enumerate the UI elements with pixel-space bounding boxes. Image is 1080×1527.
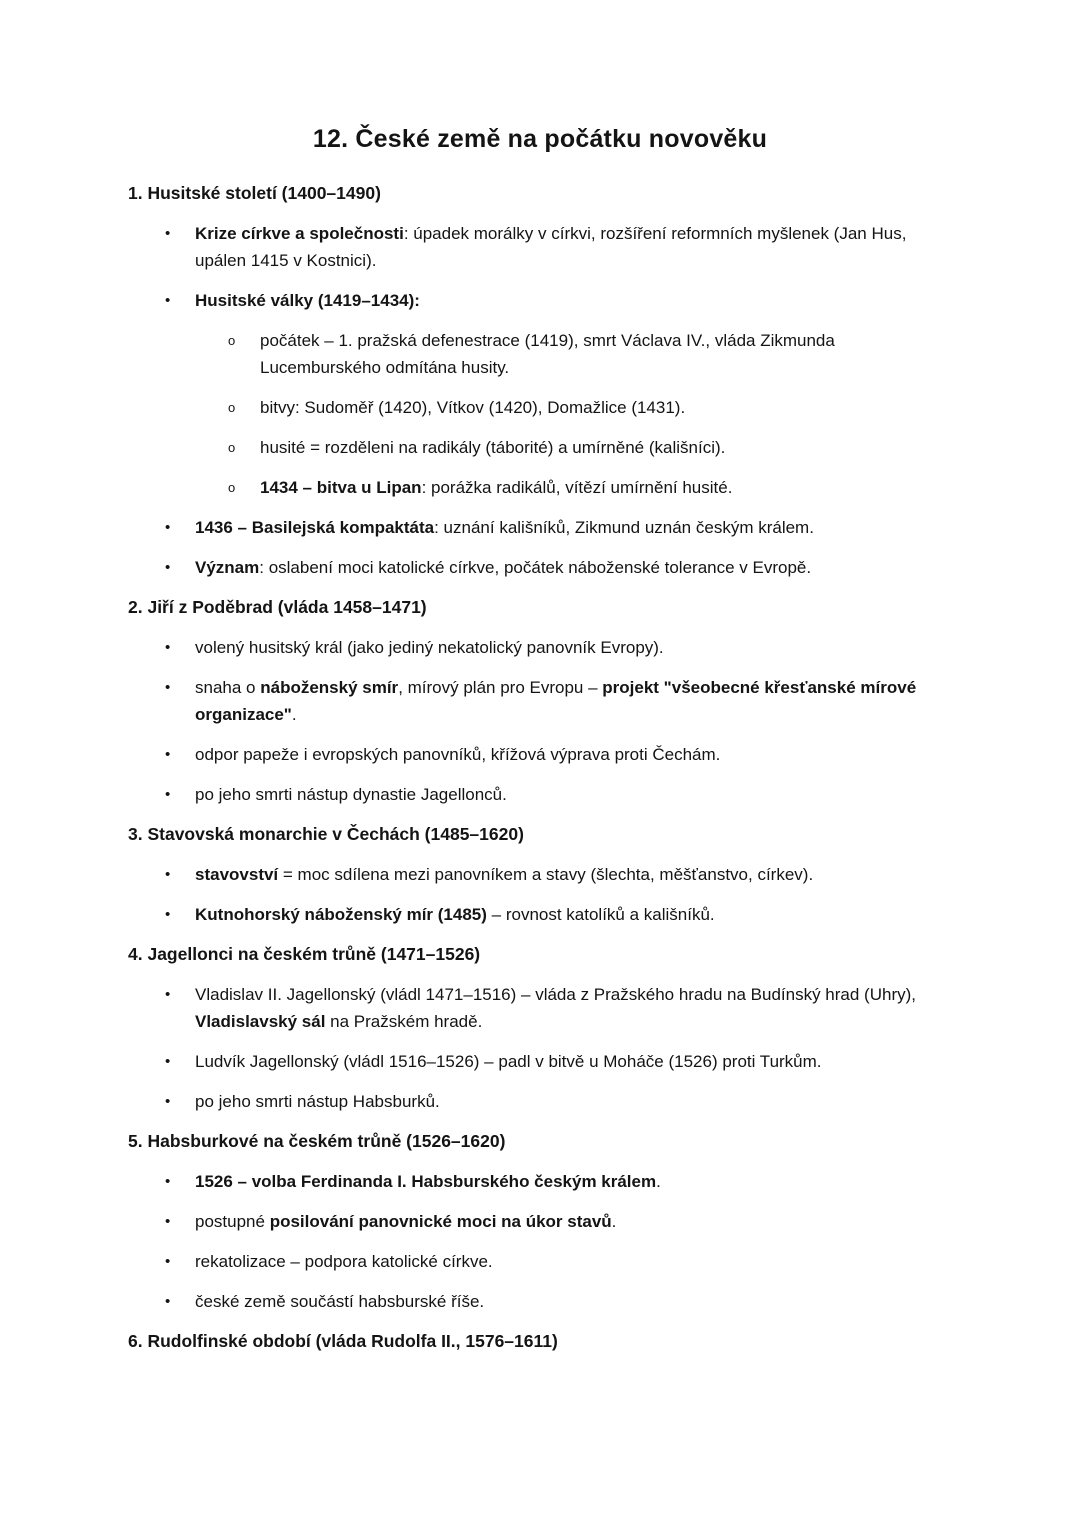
bullet-item	[128, 781, 952, 808]
section-heading: 2. Jiří z Poděbrad (vláda 1458–1471)	[128, 597, 427, 617]
section-heading: 1. Husitské století (1400–1490)	[128, 183, 381, 203]
bullet-text: Význam: oslabení moci katolické církve, počátek náboženské tolerance v Evropě.	[195, 558, 812, 577]
bullet-item	[128, 1048, 952, 1075]
bullet-text: rekatolizace – podpora katolické církve.	[195, 1252, 493, 1271]
bullet-marker: •	[165, 639, 171, 656]
bullet-item	[128, 514, 952, 541]
bullet-item	[128, 981, 952, 1035]
bullet-text: husité = rozděleni na radikály (táborité) a umírněné (kališníci).	[260, 438, 726, 457]
section-heading: 6. Rudolfinské období (vláda Rudolfa II., 1576–1611)	[128, 1331, 558, 1351]
bullet-text: odpor papeže i evropských panovníků, křížová výprava proti Čechám.	[195, 745, 721, 764]
bullet-item	[128, 1168, 952, 1195]
bullet-text: postupné posilování panovnické moci na úkor stavů.	[195, 1212, 617, 1231]
bullet-item	[128, 861, 952, 888]
bullet-item	[128, 674, 952, 728]
bullet-marker: •	[165, 866, 171, 883]
bullet-marker: •	[165, 986, 171, 1003]
bullet-text: Vladislav II. Jagellonský (vládl 1471–1516) – vláda z Pražského hradu na Budínský hrad (Uhry), Vladislavský sál na Pražském hradě.	[195, 985, 916, 1031]
bullet-text: stavovství = moc sdílena mezi panovníkem a stavy (šlechta, měšťanstvo, církev).	[195, 865, 814, 884]
bullet-marker: •	[165, 519, 171, 536]
bullet-marker: •	[165, 1173, 171, 1190]
bullet-marker: •	[165, 746, 171, 763]
sub-bullet-item	[128, 474, 952, 501]
bullet-marker: •	[165, 679, 171, 696]
document-body	[128, 180, 952, 1355]
bullet-item	[128, 1088, 952, 1115]
sub-bullet-marker: o	[228, 333, 236, 348]
bullet-text: Kutnohorský náboženský mír (1485) – rovnost katolíků a kališníků.	[195, 905, 715, 924]
bullet-marker: •	[165, 1293, 171, 1310]
bullet-item	[128, 741, 952, 768]
bullet-text: počátek – 1. pražská defenestrace (1419), smrt Václava IV., vláda Zikmunda Lucemburského odmítána husity.	[260, 331, 835, 377]
bullet-marker: •	[165, 786, 171, 803]
sub-bullet-item	[128, 434, 952, 461]
bullet-marker: •	[165, 1213, 171, 1230]
bullet-item	[128, 287, 952, 314]
bullet-text: bitvy: Sudoměř (1420), Vítkov (1420), Domažlice (1431).	[260, 398, 686, 417]
sub-bullet-marker: o	[228, 440, 236, 455]
bullet-item	[128, 634, 952, 661]
section-heading: 4. Jagellonci na českém trůně (1471–1526)	[128, 944, 481, 964]
sub-bullet-marker: o	[228, 400, 236, 415]
document-title: 12. České země na počátku novověku	[312, 125, 768, 153]
bullet-marker: •	[165, 292, 171, 309]
bullet-marker: •	[165, 1093, 171, 1110]
bullet-item	[128, 1288, 952, 1315]
bullet-marker: •	[165, 906, 171, 923]
bullet-text: po jeho smrti nástup Habsburků.	[195, 1092, 440, 1111]
sub-bullet-marker: o	[228, 480, 236, 495]
bullet-text: Krize církve a společnosti: úpadek morálky v církvi, rozšíření reformních myšlenek (Jan Hus, upálen 1415 v Kostnici).	[195, 224, 907, 270]
bullet-text: 1434 – bitva u Lipan: porážka radikálů, vítězí umírnění husité.	[260, 478, 733, 497]
bullet-marker: •	[165, 1253, 171, 1270]
bullet-text: 1526 – volba Ferdinanda I. Habsburského českým králem.	[195, 1172, 661, 1191]
bullet-text: Ludvík Jagellonský (vládl 1516–1526) – padl v bitvě u Moháče (1526) proti Turkům.	[195, 1052, 822, 1071]
bullet-item	[128, 1208, 952, 1235]
bullet-text: po jeho smrti nástup dynastie Jagellonců.	[195, 785, 507, 804]
section-heading: 3. Stavovská monarchie v Čechách (1485–1620)	[128, 824, 524, 844]
sub-bullet-item	[128, 394, 952, 421]
bullet-text: snaha o náboženský smír, mírový plán pro Evropu – projekt "všeobecné křesťanské mírové organizace".	[195, 678, 917, 724]
sub-bullet-item	[128, 327, 952, 381]
bullet-item	[128, 220, 952, 274]
bullet-item	[128, 1248, 952, 1275]
bullet-text: Husitské války (1419–1434):	[195, 291, 420, 310]
bullet-text: 1436 – Basilejská kompaktáta: uznání kališníků, Zikmund uznán českým králem.	[195, 518, 814, 537]
bullet-item	[128, 901, 952, 928]
bullet-item	[128, 554, 952, 581]
bullet-marker: •	[165, 1053, 171, 1070]
section-heading: 5. Habsburkové na českém trůně (1526–1620)	[128, 1131, 506, 1151]
bullet-marker: •	[165, 225, 171, 242]
bullet-marker: •	[165, 559, 171, 576]
bullet-text: české země součástí habsburské říše.	[195, 1292, 485, 1311]
bullet-text: volený husitský král (jako jediný nekatolický panovník Evropy).	[195, 638, 664, 657]
